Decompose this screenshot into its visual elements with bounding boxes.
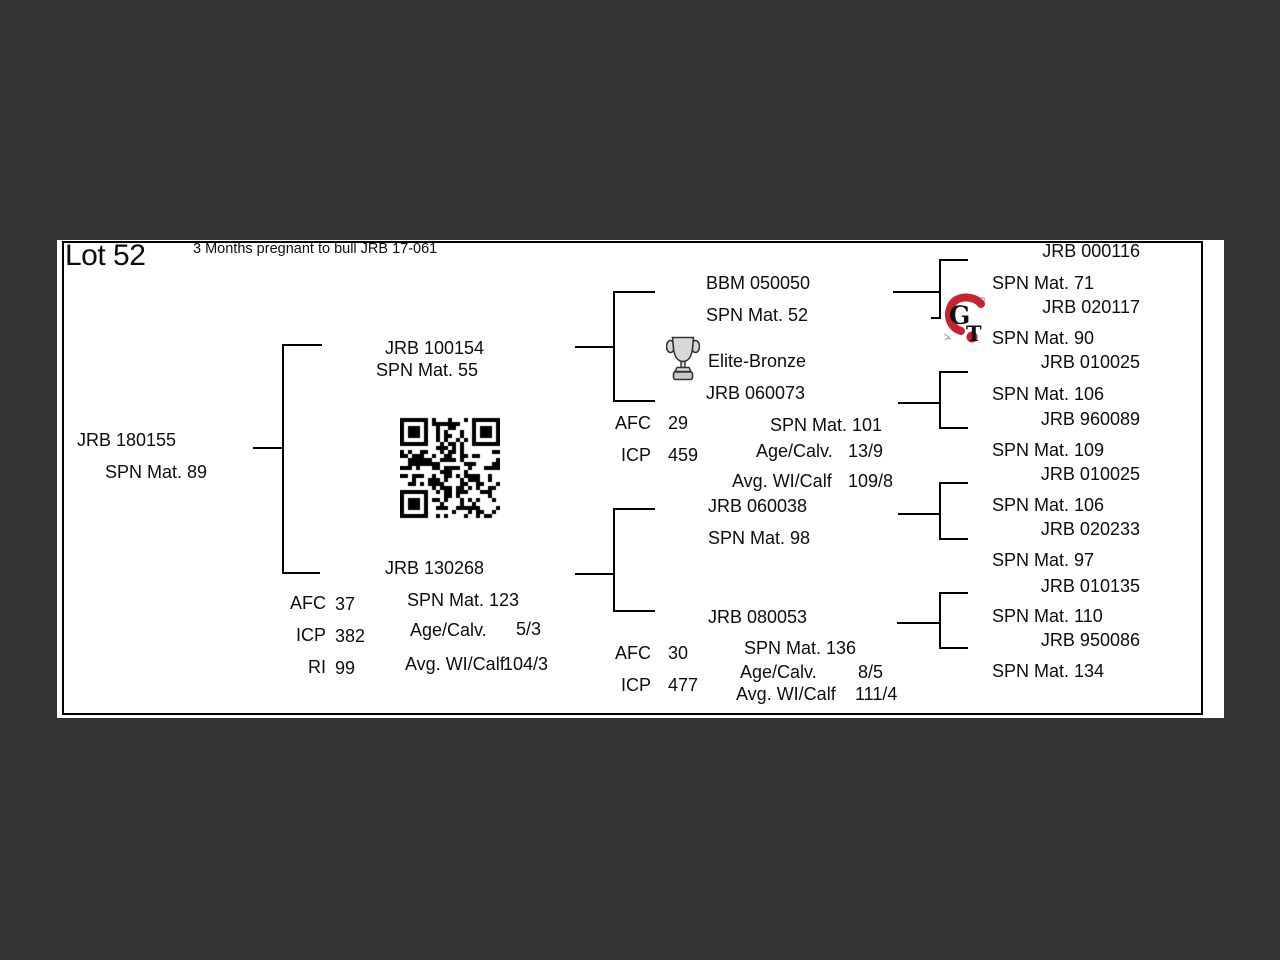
- connector-line: [939, 482, 941, 540]
- dam-id: JRB 130268: [385, 558, 485, 578]
- ri-label: RI: [308, 657, 326, 677]
- ancestor-spn: SPN Mat. 71: [992, 273, 1095, 293]
- granddam-id: JRB 060073: [706, 383, 806, 403]
- subject-id: JRB 180155: [77, 430, 177, 450]
- connector-line: [939, 592, 941, 649]
- granddam-spn: SPN Mat. 101: [770, 415, 883, 435]
- connector-line: [613, 400, 655, 402]
- ancestor-id: JRB 950086: [1040, 630, 1140, 650]
- ancestor-spn: SPN Mat. 134: [992, 661, 1105, 681]
- dam-spn: SPN Mat. 123: [407, 590, 520, 610]
- avg-wi-calf-value: 111/4: [855, 684, 898, 704]
- ri-value: 99: [335, 658, 356, 678]
- sire-id: JRB 100154: [385, 338, 485, 358]
- ancestor-spn: SPN Mat. 106: [992, 384, 1105, 404]
- icp-value: 382: [335, 626, 366, 646]
- avg-wi-calf-value: 104/3: [503, 654, 549, 674]
- svg-text:G: G: [949, 301, 971, 330]
- qr-code: [400, 416, 500, 520]
- connector-line: [282, 572, 320, 574]
- grandsire-id: BBM 050050: [706, 273, 811, 293]
- connector-line: [898, 513, 940, 515]
- connector-line: [939, 371, 941, 429]
- avg-wi-calf-label: Avg. WI/Calf: [736, 684, 836, 704]
- ancestor-id: JRB 000116: [1042, 241, 1140, 261]
- grandsire-spn: SPN Mat. 98: [708, 528, 811, 548]
- connector-line: [282, 344, 284, 574]
- avg-wi-calf-label: Avg. WI/Calf: [732, 471, 832, 491]
- ancestor-spn: SPN Mat. 110: [992, 606, 1103, 626]
- icp-label: ICP: [620, 445, 651, 465]
- age-calv-value: 13/9: [848, 441, 884, 461]
- ancestor-spn: SPN Mat. 109: [992, 440, 1105, 460]
- age-calv-label: Age/Calv.: [756, 441, 833, 461]
- afc-value: 30: [668, 643, 689, 663]
- sire-spn: SPN Mat. 55: [376, 360, 479, 380]
- connector-line: [282, 344, 322, 346]
- icp-value: 477: [668, 675, 699, 695]
- age-calv-value: 8/5: [858, 662, 884, 682]
- connector-line: [939, 482, 968, 484]
- connector-line: [575, 346, 615, 348]
- ancestor-id: JRB 010025: [1040, 464, 1140, 484]
- connector-line: [613, 508, 655, 510]
- afc-value: 37: [335, 594, 356, 614]
- award-label: Elite-Bronze: [708, 351, 807, 371]
- afc-label: AFC: [615, 643, 651, 663]
- age-calv-label: Age/Calv.: [410, 620, 487, 640]
- afc-label: AFC: [615, 413, 651, 433]
- connector-line: [939, 647, 968, 649]
- connector-line: [897, 622, 940, 624]
- grandsire-spn: SPN Mat. 52: [706, 305, 809, 325]
- granddam-spn: SPN Mat. 136: [744, 638, 857, 658]
- connector-line: [613, 291, 655, 293]
- svg-text:T: T: [966, 321, 982, 345]
- avg-wi-calf-value: 109/8: [848, 471, 894, 491]
- connector-line: [613, 291, 615, 402]
- ancestor-spn: SPN Mat. 90: [992, 328, 1095, 348]
- connector-line: [613, 508, 615, 612]
- connector-line: [253, 447, 283, 449]
- grandsire-id: JRB 060038: [708, 496, 808, 516]
- ancestor-spn: SPN Mat. 97: [992, 550, 1095, 570]
- ancestor-id: JRB 020117: [1042, 297, 1140, 317]
- connector-line: [575, 573, 615, 575]
- afc-value: 29: [668, 413, 689, 433]
- connector-line: [939, 538, 968, 540]
- subject-spn: SPN Mat. 89: [105, 462, 208, 482]
- connector-line: [613, 610, 655, 612]
- lot-number: Lot 52: [65, 239, 146, 272]
- age-calv-value: 5/3: [516, 619, 542, 639]
- pregnancy-note: 3 Months pregnant to bull JRB 17-061: [193, 241, 438, 257]
- avg-wi-calf-label: Avg. WI/Calf: [405, 654, 505, 674]
- ancestor-id: JRB 010025: [1040, 352, 1140, 372]
- connector-line: [898, 402, 940, 404]
- ancestor-spn: SPN Mat. 106: [992, 495, 1105, 515]
- icp-label: ICP: [620, 675, 651, 695]
- gt-logo: [941, 293, 989, 345]
- connector-line: [939, 592, 968, 594]
- connector-line: [939, 371, 968, 373]
- age-calv-label: Age/Calv.: [740, 662, 817, 682]
- trophy-icon: [666, 335, 700, 382]
- granddam-id: JRB 080053: [708, 607, 808, 627]
- ancestor-id: JRB 010135: [1040, 576, 1140, 596]
- connector-line: [893, 291, 941, 293]
- connector-line: [939, 427, 968, 429]
- ancestor-id: JRB 020233: [1040, 519, 1140, 539]
- ancestor-id: JRB 960089: [1040, 409, 1140, 429]
- afc-label: AFC: [290, 593, 326, 613]
- icp-value: 459: [668, 445, 699, 465]
- icp-label: ICP: [295, 625, 326, 645]
- connector-line: [939, 259, 968, 261]
